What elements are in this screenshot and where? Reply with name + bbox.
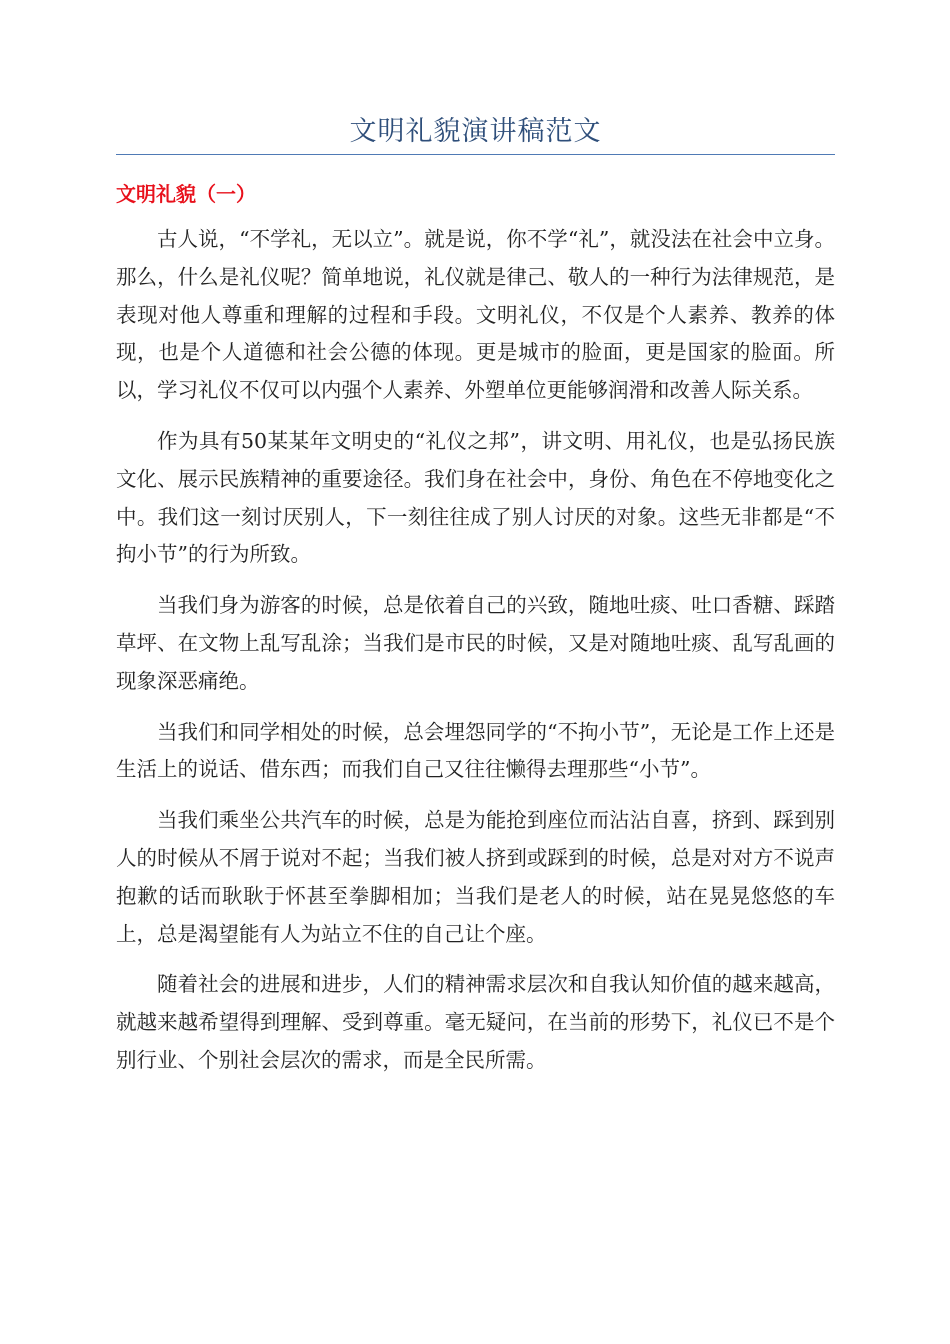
paragraph-6: 随着社会的进展和进步，人们的精神需求层次和自我认知价值的越来越高，就越来越希望得到理解、受到尊重。毫无疑问，在当前的形势下，礼仪已不是个别行业、个别社会层次的需求，而是全民所需。 — [116, 972, 835, 1072]
document-title: 文明礼貌演讲稿范文 — [349, 116, 602, 147]
document-body — [116, 221, 835, 1093]
section-heading: 文明礼貌（一） — [116, 182, 256, 206]
paragraph-1: 古人说，“不学礼，无以立”。就是说，你不学“礼”，就没法在社会中立身。那么，什么是礼仪呢？简单地说，礼仪就是律己、敬人的一种行为法律规范，是表现对他人尊重和理解的过程和手段。文明礼仪，不仅是个人素养、教养的体现，也是个人道德和社会公德的体现。更是城市的脸面，更是国家的脸面。所以，学习礼仪不仅可以内强个人素养、外塑单位更能够润滑和改善人际关系。 — [116, 227, 835, 403]
title-divider — [116, 154, 835, 155]
paragraph-4: 当我们和同学相处的时候，总会埋怨同学的“不拘小节”，无论是工作上还是生活上的说话、借东西；而我们自己又往往懒得去理那些“小节”。 — [116, 719, 835, 782]
paragraph-2: 作为具有50某某年文明史的“礼仪之邦”，讲文明、用礼仪，也是弘扬民族文化、展示民族精神的重要途径。我们身在社会中，身份、角色在不停地变化之中。我们这一刻讨厌别人，下一刻往往成了别人讨厌的对象。这些无非都是“不拘小节”的行为所致。 — [116, 428, 835, 567]
paragraph-3: 当我们身为游客的时候，总是依着自己的兴致，随地吐痰、吐口香糖、踩踏草坪、在文物上乱写乱涂；当我们是市民的时候，又是对随地吐痰、乱写乱画的现象深恶痛绝。 — [116, 593, 835, 693]
paragraph-5: 当我们乘坐公共汽车的时候，总是为能抢到座位而沾沾自喜，挤到、踩到别人的时候从不屑于说对不起；当我们被人挤到或踩到的时候，总是对对方不说声抱歉的话而耿耿于怀甚至拳脚相加；当我们是老人的时候，站在晃晃悠悠的车上，总是渴望能有人为站立不住的自己让个座。 — [116, 808, 835, 946]
